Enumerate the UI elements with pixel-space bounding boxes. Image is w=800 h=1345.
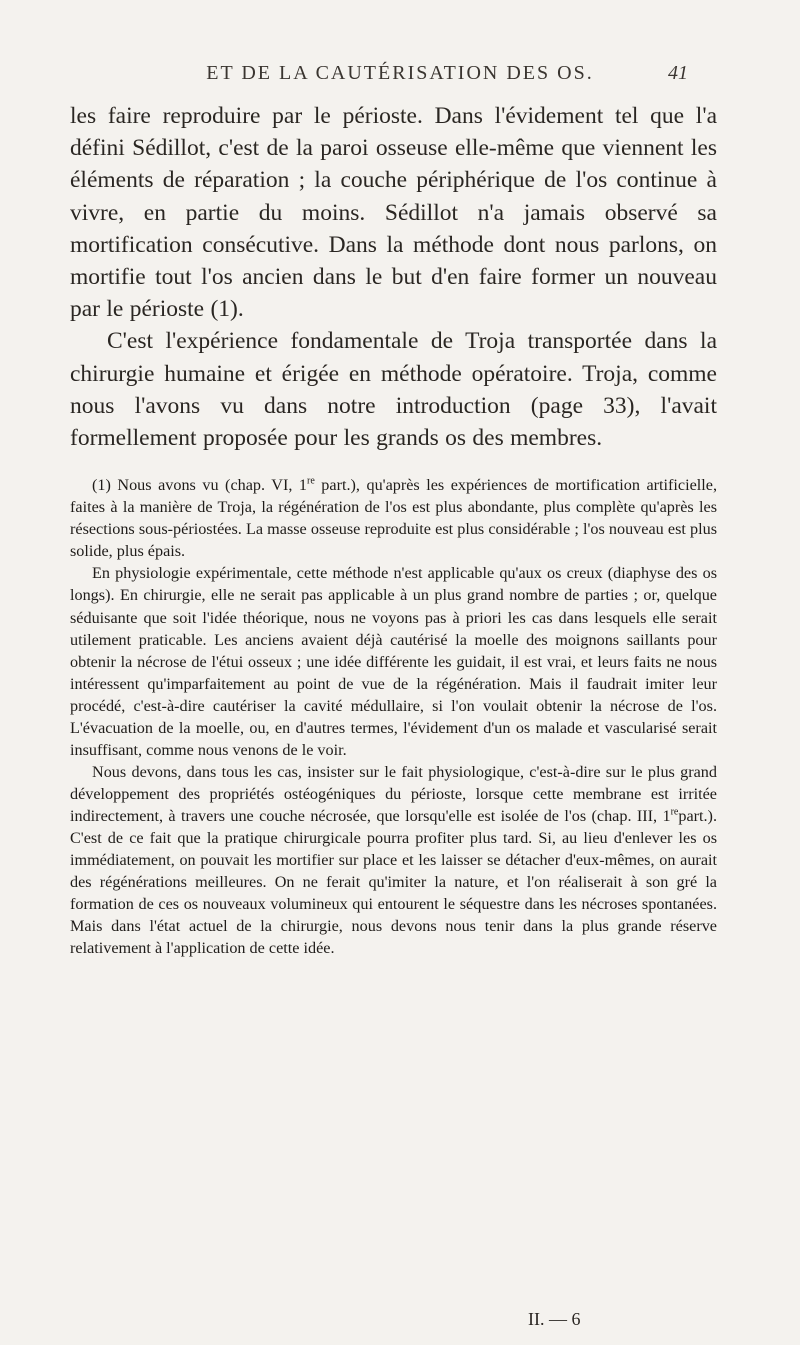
- footnote-paragraph-3-superscript: re: [670, 806, 679, 818]
- footnote-block: [70, 474, 717, 959]
- footnote-paragraph-3: [70, 761, 717, 959]
- footnote-paragraph-2: En physiologie expérimentale, cette méthode n'est applicable qu'aux os creux (diaphyse des os longs). En chirurgie, elle ne serait pas applicable à un plus grand nombre de parties ; or, quelque séduisante que soit l'idée théorique, nous ne voyons pas à priori les cas dans lesquels elle serait utilement praticable. Les anciens avaient déjà cautérisé la moelle des moignons saillants pour obtenir la nécrose de l'étui osseux ; une idée différente les guidait, il est vrai, et leurs faits ne nous intéressent qu'imparfaitement au point de vue de la régénération. Mais il faudrait imiter leur procédé, c'est-à-dire cautériser la cavité médullaire, si l'on voulait obtenir la nécrose de l'os. L'évacuation de la moelle, ou, en d'autres termes, l'évidement d'un os malade et vascularisé serait insuffisant, comme nous venons de le voir.: [70, 564, 717, 759]
- running-head: [0, 62, 800, 85]
- main-paragraph-2: C'est l'expérience fondamentale de Troja transportée dans la chirurgie humaine et érigée en méthode opératoire. Troja, comme nous l'avons vu dans notre introduction (page 33), l'avait formellement proposée pour les grands os des membres.: [70, 328, 717, 452]
- page-body: [70, 100, 717, 959]
- footnote-1-text-b: part.), qu'après les expériences de mortification artificielle, faites à la manière de Troja, la régénération de l'os est plus abondante, plus complète qu'après les résections sous-périostées. La masse osseuse reproduite est plus considérable ; l'os nouveau est plus solide, plus épais.: [70, 476, 718, 561]
- main-paragraph-1: les faire reproduire par le périoste. Dans l'évidement tel que l'a défini Sédillot, c'est de la paroi osseuse elle-même que viennent les éléments de réparation ; la couche périphérique de l'os continue à vivre, en partie du moins. Sédillot n'a jamais observé sa mortification consécutive. Dans la méthode dont nous parlons, on mortifie tout l'os ancien dans le but d'en faire former un nouveau par le périoste (1).: [70, 103, 717, 323]
- signature-mark: II. — 6: [528, 1309, 581, 1329]
- running-title: ET DE LA CAUTÉRISATION DES OS.: [206, 62, 594, 84]
- main-text: [70, 100, 717, 454]
- footnote-paragraph-3-text-a: Nous devons, dans tous les cas, insister sur le fait physiologique, c'est-à-dire sur le plus grand développement des propriétés ostéogéniques du périoste, lorsque cette membrane est irritée indirectement, à travers une couche nécrosée, que lorsqu'elle est isolée de l'os (chap. III, 1: [70, 762, 717, 825]
- footnote-1: [70, 474, 717, 562]
- footnote-1-text-a: (1) Nous avons vu (chap. VI, 1: [92, 476, 308, 495]
- page-number: 41: [668, 62, 688, 84]
- footnote-1-superscript: re: [307, 475, 315, 487]
- footnote-paragraph-3-text-b: part.). C'est de ce fait que la pratique chirurgicale pourra profiter plus tard. Si, au lieu d'enlever les os immédiatement, on pouvait les mortifier sur place et les laisser se détacher d'eux-mêmes, on aurait des régénérations meilleures. On ne ferait qu'imiter la nature, et l'on réaliserait à son gré la formation de ces os nouveaux volumineux qui entourent le séquestre dans les nécroses spontanées. Mais dans l'état actuel de la chirurgie, nous devons nous tenir dans la plus grande réserve relativement à l'application de cette idée.: [70, 806, 717, 958]
